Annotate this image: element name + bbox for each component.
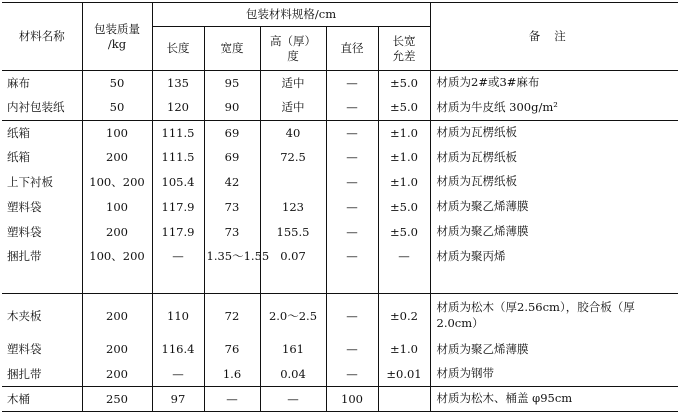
cell-diameter: — [326,219,378,244]
cell-height: 40 [260,120,326,145]
table-row [2,269,678,294]
cell-name: 内衬包装纸 [7,100,65,115]
cell-length: 135 [152,71,204,96]
cell-name: 塑料袋 [7,342,42,357]
cell-width: 95 [204,71,260,96]
cell-name: 木桶 [2,387,82,412]
cell-height: — [260,387,326,412]
cell-tolerance: ±5.0 [378,219,430,244]
cell-length: 116.4 [152,337,204,362]
header-diameter: 直径 [326,27,378,71]
cell-width: 76 [204,337,260,362]
cell-tolerance: ±5.0 [378,194,430,219]
cell-tolerance: ±0.01 [378,362,430,387]
cell-height: 适中 [260,71,326,96]
cell-length: 120 [152,95,204,120]
cell-name: 纸箱 [2,120,82,145]
cell-name: 纸箱 [7,150,30,165]
cell-diameter: — [326,71,378,96]
table-row [2,71,678,96]
cell-length: 117.9 [152,219,204,244]
cell-width: 73 [204,194,260,219]
table-row [2,337,678,362]
header-package-weight: 包装质量 /kg [82,3,152,71]
cell-note: 材质为瓦楞纸板 [430,120,678,145]
cell-weight: 100、200 [82,244,152,269]
cell-height: 123 [260,194,326,219]
cell-width: 1.6 [204,362,260,387]
cell-weight: 100、200 [82,170,152,195]
cell-weight: 50 [82,95,152,120]
cell-note: 材质为钢带 [430,362,678,387]
cell-tolerance: ±5.0 [378,95,430,120]
cell-note: 材质为牛皮纸 300g/m² [430,95,678,120]
cell-height: 适中 [260,95,326,120]
cell-name: 塑料袋 [7,199,42,214]
cell-diameter: — [326,95,378,120]
cell-diameter: — [326,294,378,337]
header-remarks: 备注 [430,3,678,71]
cell-height: 2.0～2.5 [260,294,326,337]
cell-note: 材质为聚丙烯 [430,244,678,269]
cell-diameter: — [326,145,378,170]
table-row [2,244,678,269]
cell-name: 麻布 [7,76,30,91]
packaging-spec-table [2,2,678,412]
cell-length: 111.5 [152,120,204,145]
cell-width [204,269,260,294]
cell-name: 木夹板 [2,294,82,337]
cell-tolerance: — [378,244,430,269]
cell-diameter: — [326,337,378,362]
cell-name: 塑料袋 [7,224,42,239]
cell-name: 捆扎带 [7,249,42,264]
cell-diameter: — [326,170,378,195]
cell-height [260,170,326,195]
cell-height: 72.5 [260,145,326,170]
cell-diameter [326,269,378,294]
cell-note: 材质为聚乙烯薄膜 [430,337,678,362]
cell-length [152,269,204,294]
cell-width: 69 [204,145,260,170]
header-tolerance: 长宽 允差 [378,27,430,71]
cell-name [2,269,82,294]
header-spec-group: 包装材料规格/cm [152,3,430,27]
cell-diameter: — [326,362,378,387]
table-row [2,362,678,387]
cell-note: 材质为聚乙烯薄膜 [430,219,678,244]
cell-width: 42 [204,170,260,195]
cell-tolerance: ±1.0 [378,337,430,362]
cell-note: 材质为瓦楞纸板 [430,170,678,195]
cell-width: 72 [204,294,260,337]
header-width: 宽度 [204,27,260,71]
cell-height: 0.04 [260,362,326,387]
cell-note: 材质为松木（厚2.56cm），胶合板（厚2.0cm） [430,294,678,337]
table-row [2,387,678,412]
cell-tolerance: ±0.2 [378,294,430,337]
table-row [2,95,678,120]
cell-height [260,269,326,294]
table-row [2,194,678,219]
cell-note: 材质为松木、桶盖 φ95cm [430,387,678,412]
cell-length: 110 [152,294,204,337]
table-row [2,170,678,195]
cell-note [430,269,678,294]
cell-tolerance [378,269,430,294]
header-height: 高（厚） 度 [260,27,326,71]
cell-weight: 250 [82,387,152,412]
cell-width: — [204,387,260,412]
cell-note: 材质为瓦楞纸板 [430,145,678,170]
cell-weight: 100 [82,194,152,219]
table-row [2,120,678,145]
cell-diameter: 100 [326,387,378,412]
cell-weight: 100 [82,120,152,145]
cell-length: 111.5 [152,145,204,170]
cell-length: 117.9 [152,194,204,219]
cell-weight: 200 [82,362,152,387]
cell-diameter: — [326,244,378,269]
header-material-name: 材料名称 [2,3,82,71]
cell-weight [82,269,152,294]
cell-weight: 200 [82,294,152,337]
cell-height: 161 [260,337,326,362]
cell-note: 材质为聚乙烯薄膜 [430,194,678,219]
cell-height: 155.5 [260,219,326,244]
cell-tolerance [378,387,430,412]
table-row [2,219,678,244]
cell-length: — [152,362,204,387]
cell-weight: 200 [82,337,152,362]
cell-length: 97 [152,387,204,412]
cell-width: 90 [204,95,260,120]
cell-tolerance: ±5.0 [378,71,430,96]
cell-width: 69 [204,120,260,145]
cell-diameter: — [326,194,378,219]
cell-name: 上下衬板 [7,175,53,190]
cell-width: 73 [204,219,260,244]
cell-tolerance: ±1.0 [378,145,430,170]
cell-width: 1.35～1.55 [204,244,260,269]
cell-weight: 200 [82,145,152,170]
cell-diameter: — [326,120,378,145]
cell-name: 捆扎带 [7,367,42,381]
cell-tolerance: ±1.0 [378,120,430,145]
cell-length: 105.4 [152,170,204,195]
cell-tolerance: ±1.0 [378,170,430,195]
header-length: 长度 [152,27,204,71]
cell-length: — [152,244,204,269]
cell-weight: 50 [82,71,152,96]
table-row [2,294,678,337]
table-row [2,145,678,170]
cell-weight: 200 [82,219,152,244]
cell-height: 0.07 [260,244,326,269]
cell-note: 材质为2#或3#麻布 [430,71,678,96]
